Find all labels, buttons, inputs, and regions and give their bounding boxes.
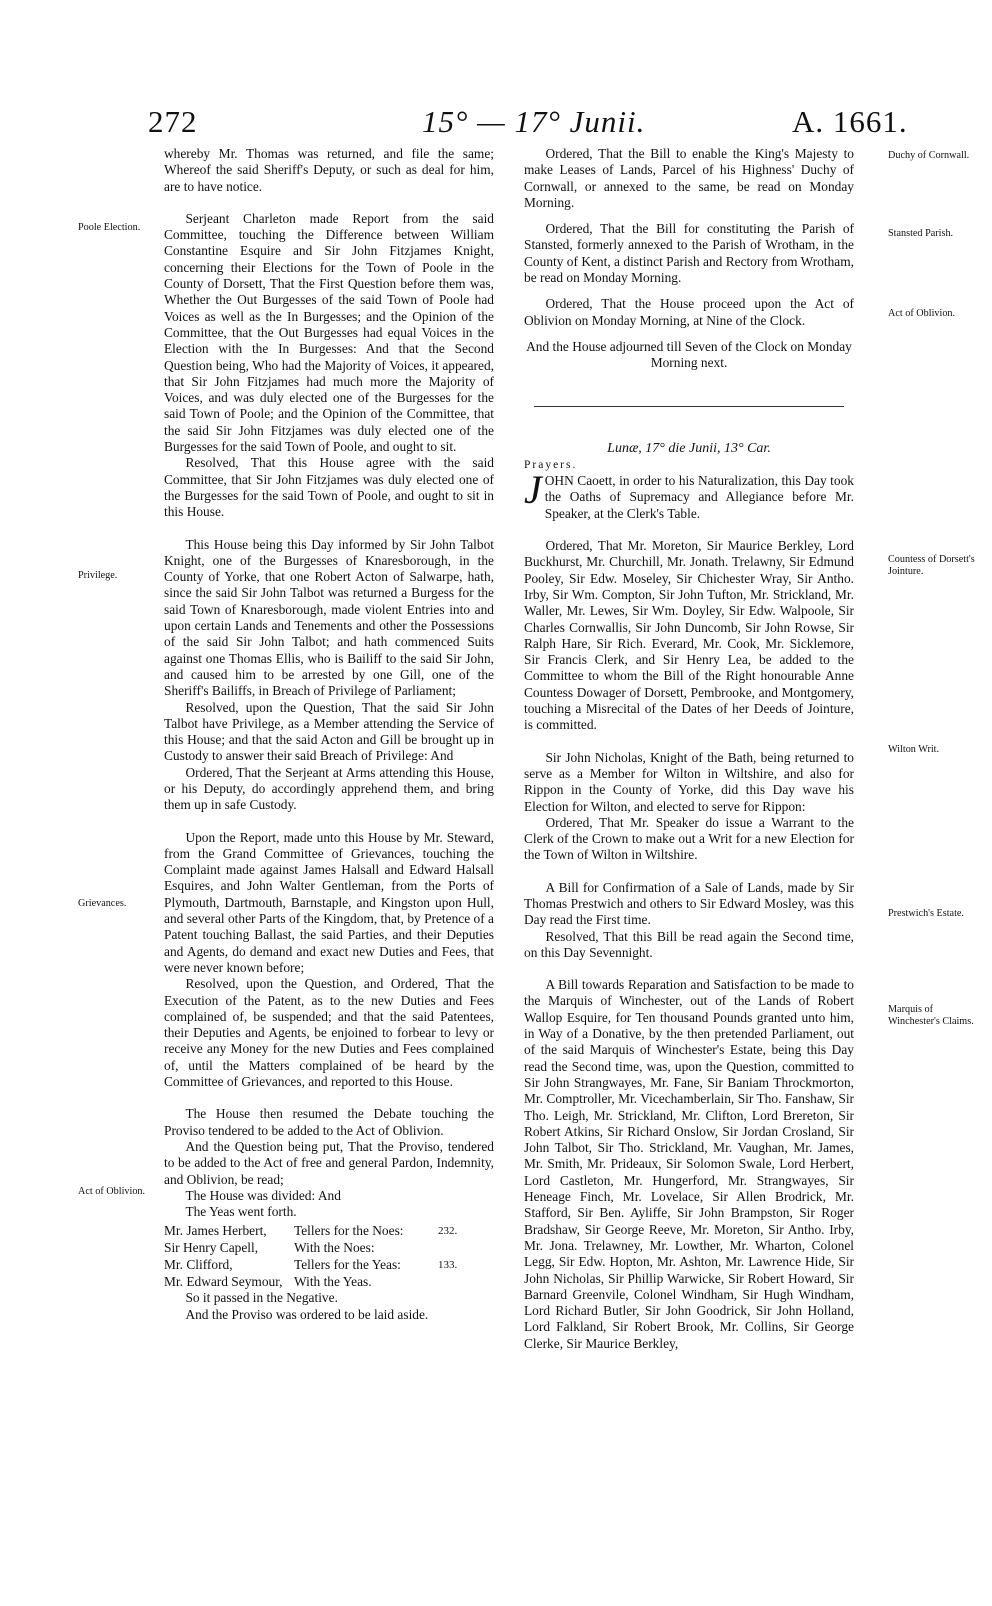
paragraph-privilege: This House being this Day informed by Sir John Talbot Knight, one of the Burgesses of Knaresborough, in the County of Yorke, that one Robert Acton of Salwarpe, hath, since the said Sir John Talbot was returned a Burgess for the said Town of Knaresborough, made violent Entries into and upon certain Lands and Tenements and other the Possessions of the said Sir John Talbot; and hath commenced Suits against one Thomas Ellis, who is Bailiff to the said Sir John, and caused him to be arrested by one Gill, one of the Sheriff's Bailiffs, in Breach of Privilege of Parliament; [164,536,494,699]
teller-name: Mr. Edward Seymour, [164,1273,283,1289]
paragraph-naturalization [524,467,854,522]
paragraph-yeas: The Yeas went forth. [185,1204,297,1220]
margin-note-marquis: Marquis of Winchester's Claims. [888,1004,974,1027]
paragraph-prestwich-resolved: Resolved, That this Bill be read again the Second time, on this Day Sevennight. [524,928,854,960]
paragraph-adjourned: And the House adjourned till Seven of the Clock on Monday Morning next. [526,338,852,371]
section-rule [534,406,844,407]
paragraph: whereby Mr. Thomas was returned, and file the same; Whereof the said Sheriff's Deputy, or such as deal for him, are to have notice. [164,146,494,194]
teller-name: Mr. Clifford, [164,1256,233,1272]
tellers-table [164,1222,494,1290]
margin-note-act-oblivion-right: Act of Oblivion. [888,308,956,319]
teller-desc: With the Noes: [294,1239,375,1255]
margin-note-stansted: Stansted Parish. [888,228,954,239]
margin-note-privilege: Privilege. [78,570,118,581]
paragraph-resolved: Resolved, upon the Question, and Ordered, That the Execution of the Patent, as to the new Duties and Fees complained of, be suspended; and that the said Patentees, their Deputies and Agents, be enjoined to forbear to levy or receive any Money for the new Duties and Fees complained of, until the Matters complained of be heard by the Committee of Grievances, and reported to this House. [164,976,494,1090]
page-header [0,102,992,142]
paragraph-debate: The House then resumed the Debate touching the Proviso tendered to be added to the Act of Oblivion. [164,1106,494,1138]
drop-cap: J [524,467,542,513]
day-heading: Lunæ, 17° die Junii, 13° Car. [607,440,771,456]
prayers-label: Prayers. [524,458,578,471]
page-number: 272 [148,104,198,139]
paragraph-question: And the Question being put, That the Proviso, tendered to be added to the Act of free and general Pardon, Indemnity, and Oblivion, be read; [164,1138,494,1187]
margin-note-wilton: Wilton Writ. [888,744,940,755]
teller-count: 232. [438,1224,458,1237]
paragraph-duchy: Ordered, That the Bill to enable the King's Majesty to make Leases of Lands, Parcel of his Highness' Duchy of Cornwall, or annexed to the same, be read on Monday Morning. [524,146,854,210]
paragraph-oblivion: Ordered, That the House proceed upon the Act of Oblivion on Monday Morning, at Nine of the Clock. [524,296,854,328]
teller-name: Mr. James Herbert, [164,1222,267,1238]
paragraph-resolved: Resolved, upon the Question, That the said Sir John Talbot have Privilege, as a Member attending the Service of this House; and that the said Acton and Gill be brought up in Custody to answer their said Breach of Privilege: And [164,699,494,764]
tellers-row [164,1256,494,1273]
paragraph-wilton-order: Ordered, That Mr. Speaker do issue a Warrant to the Clerk of the Crown to make out a Writ for a new Election for the Town of Wilton in Wiltshire. [524,814,854,863]
paragraph-text: OHN Caoett, in order to his Naturalization, this Day took the Oaths of Supremacy and Allegiance before Mr. Speaker, at the Clerk's Table. [544,473,854,521]
tellers-row [164,1273,494,1290]
paragraph-laid-aside: And the Proviso was ordered to be laid aside. [185,1306,429,1322]
right-column [524,146,854,1352]
margin-note-act-oblivion: Act of Oblivion. [78,1186,146,1197]
paragraph-grievances: Upon the Report, made unto this House by Mr. Steward, from the Grand Committee of Grievances, touching the Complaint made against James Halsall and Edward Halsall Esquires, and John Walter Gentleman, from the Ports of Plymouth, Dartmouth, Barnstaple, and Kingston upon Hull, and several other Parts of the Kingdom, that, by Pretence of a Patent touching Ballast, the said Parties, and their Deputies and Agents, do demand and exact new Duties and Fees, that were never known before; [164,829,494,975]
paragraph-negative: So it passed in the Negative. [185,1290,338,1306]
paragraph-divided: The House was divided: And [185,1187,341,1203]
margin-note-prestwich: Prestwich's Estate. [888,908,964,919]
teller-desc: Tellers for the Noes: [294,1222,404,1238]
date-heading: 15° — 17° Junii. [422,104,646,139]
paragraph-ordered: Ordered, That the Serjeant at Arms attending this House, or his Deputy, do accordingly apprehend them, and bring them up in safe Custody. [164,764,494,813]
margin-note-countess: Countess of Dorsett's Jointure. [888,554,975,577]
paragraph-winchester: A Bill towards Reparation and Satisfaction to be made to the Marquis of Winchester, out of the Lands of Robert Wallop Esquire, for Ten thousand Pounds granted unto him, in Way of a Donative, by the then pretended Parliament, out of the said Marquis of Winchester's Estate, being this Day read the Second time, was, upon the Question, committed to Sir John Strangwayes, Mr. Fane, Sir Baniam Throckmorton, Mr. Comptroller, Mr. Vicechamberlain, Sir Tho. Fanshaw, Sir Tho. Leigh, Mr. Strickland, Mr. Clifton, Lord Brereton, Sir Robert Atkins, Sir Richard Onslow, Sir Jordan Crosland, Sir John Talbot, Sir Tho. Strickland, Mr. Vaughan, Mr. James, Mr. Smith, Mr. Prideaux, Sir Solomon Swale, Lord Herbert, Lord Castleton, Mr. Hungerford, Mr. Strangwayes, Sir Heneage Finch, Mr. Lovelace, Sir Allen Brodrick, Mr. Stafford, Sir Ben. Ayliffe, Sir John Brampston, Sir Roger Bradshaw, Sir George Reeve, Mr. Moreton, Sir Antho. Irby, Mr. Jona. Trelawney, Mr. Lowther, Mr. Wharton, Colonel Legg, Sir Edw. Hopton, Mr. Ashton, Mr. Lawrence Hide, Sir John Nicholas, Sir Phillip Warwicke, Sir Robert Howard, Sir Barnard Greenvile, Colonel Windham, Sir Hugh Windham, Lord Richard Butler, Sir John Goodrick, Sir John Holland, Lord Falkland, Sir Robert Brook, Mr. Collins, Sir George Clerke, Sir Maurice Berkley, [524,977,854,1351]
teller-name: Sir Henry Capell, [164,1239,259,1255]
paragraph-resolved: Resolved, That this House agree with the said Committee, that Sir John Fitzjames was duly elected one of the Burgesses for the said Town of Poole, and ought to sit in this House. [164,455,494,520]
margin-note-grievances: Grievances. [78,898,127,909]
paragraph-stansted: Ordered, That the Bill for constituting the Parish of Stansted, formerly annexed to the Parish of Wrotham, in the County of Kent, a distinct Parish and Rectory from Wrotham, be read on Monday Morning. [524,221,854,286]
teller-count: 133. [438,1258,458,1271]
paragraph-prestwich: A Bill for Confirmation of a Sale of Lands, made by Sir Thomas Prestwich and others to Sir Edward Mosley, was this Day read the First time. [524,879,854,928]
margin-note-poole: Poole Election. [78,222,141,233]
paragraph-poole-report: Serjeant Charleton made Report from the said Committee, touching the Difference between William Constantine Esquire and Sir John Fitzjames Knight, concerning their Elections for the Town of Poole in the County of Dorsett, That the First Question before them was, Whether the Out Burgesses of the said Town of Poole had Voices as well as the In Burgesses; and the Opinion of the Committee, that the Out Burgesses had equal Voices in the Election with the In Burgesses: And that the Second Question being, Who had the Majority of Voices, it appeared, that Sir John Fitzjames had much more the Majority of Voices, and was duly elected one of the Burgesses for the said Town of Poole; and the Opinion of the Committee, that the said Sir John Fitzjames was duly elected one of the Burgesses for the said Town of Poole, and ought to sit. [164,210,494,455]
paragraph-countess: Ordered, That Mr. Moreton, Sir Maurice Berkley, Lord Buckhurst, Mr. Churchill, Mr. Jonath. Trelawny, Sir Edmund Pooley, Sir Edw. Moseley, Sir Chichester Wray, Sir Antho. Irby, Sir Wm. Compton, Sir John Tufton, Mr. Strickland, Mr. Waller, Mr. Lewes, Sir Wm. Doyley, Sir Edw. Walpoole, Sir Charles Cornwallis, Sir John Duncomb, Sir John Rowse, Sir Ralph Hare, Sir Rich. Everard, Mr. Cook, Mr. Sicklemore, Sir Francis Clerk, and Sir Henry Lea, be added to the Committee to whom the Bill of the Right honourable Anne Countess Dowager of Dorsett, Pembrooke, and Montgomery, touching a Misrecital of the Dates of her Deeds of Jointure, is committed. [524,538,854,733]
tellers-row [164,1239,494,1256]
teller-desc: With the Yeas. [294,1273,372,1289]
teller-desc: Tellers for the Yeas: [294,1256,401,1272]
paragraph-wilton: Sir John Nicholas, Knight of the Bath, being returned to serve as a Member for Wilton in Wiltshire, and also for Rippon in the County of Yorke, did this Day wave his Election for Wilton, and elected to serve for Rippon: [524,749,854,814]
margin-note-duchy: Duchy of Cornwall. [888,150,970,161]
left-column [164,146,494,1323]
tellers-row [164,1222,494,1239]
year-heading: A. 1661. [792,104,908,139]
